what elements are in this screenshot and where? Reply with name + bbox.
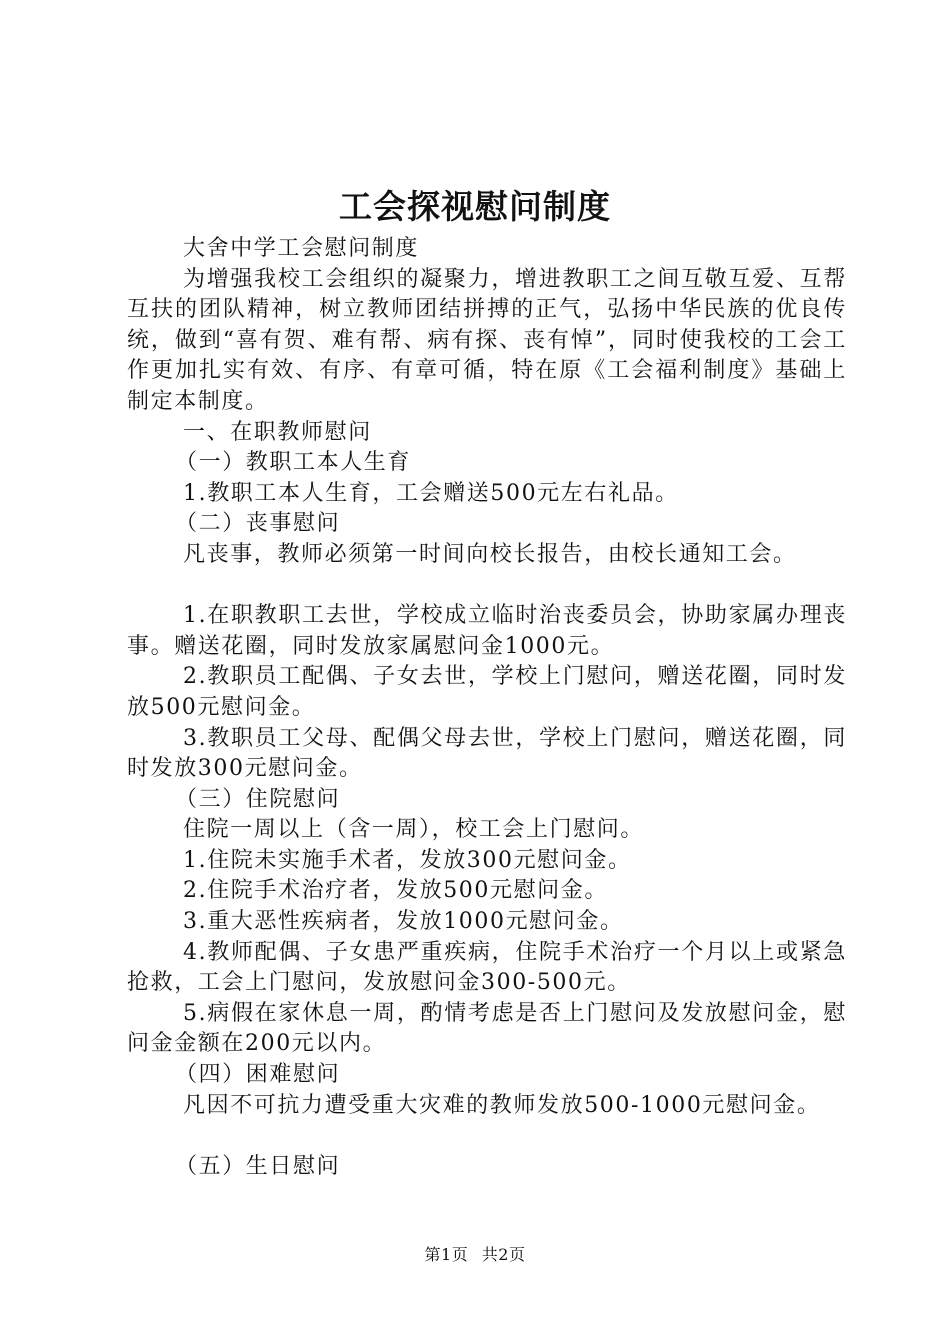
subtitle-line: 大舍中学工会慰问制度 [183,236,420,261]
paragraph: 住院一周以上（含一周），校工会上门慰问。 [183,817,645,843]
list-item: 3.教职员工父母、配偶父母去世，学校上门慰问，赠送花圈，同时发放300元慰问金。 [127,725,847,782]
page-footer [0,1242,950,1265]
subsection-heading: （三）住院慰问 [175,786,341,812]
page-number: 第1页 [424,1245,469,1264]
intro-paragraph: 为增强我校工会组织的凝聚力，增进教职工之间互敬互爱、互帮互扶的团队精神，树立教师团结拼搏的正气，弘扬中华民族的优良传统，做到“喜有贺、难有帮、病有探、丧有悼”，同时使我校的工会工作更加扎实有效、有序、有章可循，特在原《工会福利制度》基础上制定本制度。 [127,266,847,414]
list-item: 2.住院手术治疗者，发放500元慰问金。 [183,878,608,904]
document-body [127,234,847,1182]
page-total: 共2页 [481,1245,526,1264]
subsection-heading: （四）困难慰问 [175,1062,341,1088]
paragraph: 凡因不可抗力遭受重大灾难的教师发放500-1000元慰问金。 [183,1092,821,1118]
subsection-heading: （一）教职工本人生育 [175,450,412,476]
list-item: 3.重大恶性疾病者，发放1000元慰问金。 [183,909,624,935]
subsection-heading: （二）丧事慰问 [175,511,341,537]
document-title: 工会探视慰问制度 [339,187,611,226]
list-item: 1.住院未实施手术者，发放300元慰问金。 [183,847,632,873]
section-heading: 一、在职教师慰问 [183,419,372,445]
list-item: 1.教职工本人生育，工会赠送500元左右礼品。 [183,480,679,506]
paragraph: 凡丧事，教师必须第一时间向校长报告，由校长通知工会。 [183,541,797,567]
list-item: 4.教师配偶、子女患严重疾病，住院手术治疗一个月以上或紧急抢救，工会上门慰问，发放慰问金300-500元。 [127,939,847,996]
subsection-heading: （五）生日慰问 [175,1153,341,1179]
list-item: 2.教职员工配偶、子女去世，学校上门慰问，赠送花圈，同时发放500元慰问金。 [127,664,847,720]
list-item: 1.在职教职工去世，学校成立临时治丧委员会，协助家属办理丧事。赠送花圈，同时发放家属慰问金1000元。 [127,603,847,659]
list-item: 5.病假在家休息一周，酌情考虑是否上门慰问及发放慰问金，慰问金金额在200元以内。 [127,1000,847,1057]
